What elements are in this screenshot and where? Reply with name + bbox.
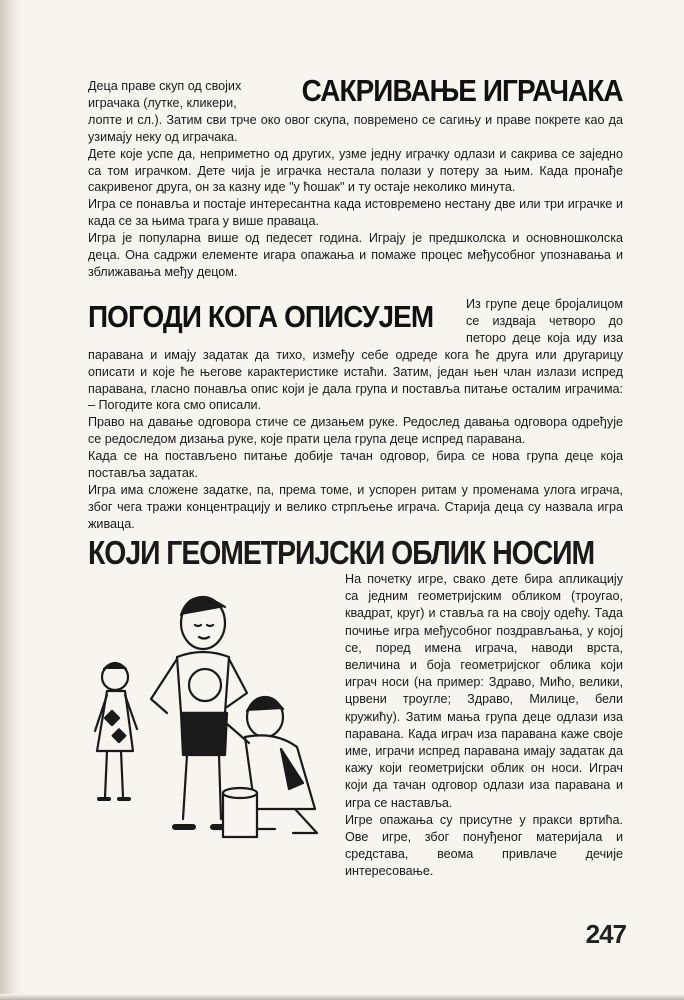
paragraph: Игре опажања су присутне у пракси вртића. Ове игре, због понуђеног материјала и средстава, веома привлаче дечије интересовање.: [345, 812, 623, 879]
children-illustration: [85, 565, 340, 865]
page-number: 247: [585, 919, 626, 949]
paragraph: Игра се понавља и постаје интересантна када истовремено нестану две или три играчке и када се за њима трага у више праваца.: [88, 197, 623, 229]
paragraph: На почетку игре, свако дете бира апликацију са једним геометријским обликом (троугао, квадрат, круг) и ставља га на своју одећу. Тада почиње игра међусобног поздрављања, у којој се, поред имена играча, наводи врста, величина и боја геометријског облика који играч носи (на пример: Здраво, Мићо, велики, црвени троугле; Здраво, Милице, бели кружићу). Затим мања група деце одлази иза паравана. Када играч иза паравана каже своје име, играчи испред паравана имају задатак да кажу који геометријски облик он носи. Играч који да тачан одговор одлази иза паравана и игра се наставља.: [345, 572, 623, 810]
intro-line: Деца праве скуп од својих: [88, 79, 242, 93]
intro-line: играчака (лутке, кликери,: [88, 95, 237, 110]
kneeling-boy-figure: [215, 697, 317, 837]
paragraph: Игра има сложене задатке, па, према томе, и успорен ритам у променама улога играча, због чега тражи концентрацију и велико стрпљење играча. Старија деца су назвала игра живаца.: [88, 482, 623, 531]
section-guess-who: [88, 296, 623, 533]
section-title: ПОГОДИ КОГА ОПИСУЈЕМ: [88, 299, 434, 334]
paragraph: Када се на постављено питање добије тачан одговор, бира се нова група деце која поставља задатак.: [88, 449, 623, 481]
girl-figure: [95, 663, 137, 799]
paragraph: Из групе деце бројалицом се издваја четворо до петоро деце која иду иза паравана и имају задатак да тихо, између себе одреде кога ће друга или другарицу описати и које ће његове карактеристике истаћи. Затим, један њен члан излази испред паравана, гласно понавља опис који је дала група и поставља питање осталим играчима: – Погодите кога смо описали.: [88, 297, 623, 413]
section-title: САКРИВАЊЕ ИГРАЧАКА: [302, 73, 623, 108]
page-binding-shadow: [0, 0, 22, 1000]
section-geometric-shape: [345, 571, 623, 881]
paragraph: Право на давање одговора стиче се дизањем руке. Редослед давања одговора одређује се редоследом дизања руке, које прати цела група деце испред паравана.: [88, 415, 623, 447]
paragraph: лопте и сл.). Затим сви трче око овог скупа, повремено се сагињу и праве покрете као да узимају неку од играчака.: [88, 112, 623, 144]
page-bottom-edge: [0, 994, 684, 1000]
section-title: КОЈИ ГЕОМЕТРИЈСКИ ОБЛИК НОСИМ: [88, 534, 595, 571]
paragraph: Игра је популарна више од педесет година. Играју је предшколска и основношколска деца. Она садржи елементе игара опажања и помаже процес међусобног упознавања и зближавања међу децом.: [88, 231, 623, 279]
section-hiding-toys: [88, 73, 623, 281]
paragraph: Дете које успе да, неприметно од других, узме једну играчку одлази и сакрива се заједно са том играчком. Дете чија је играчка нестала полази у потеру за њим. Када пронађе сакривеног друга, он за казну иде "у ћошак" и ту остаје неколико минута.: [88, 146, 623, 195]
